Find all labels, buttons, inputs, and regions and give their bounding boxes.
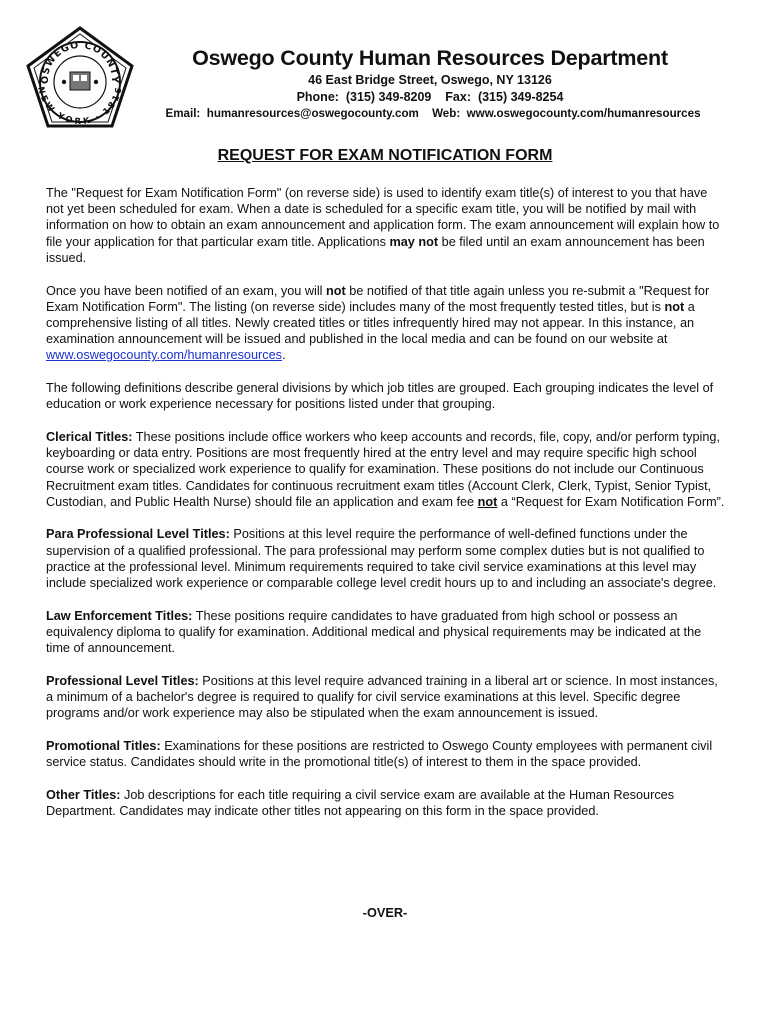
letterhead <box>130 44 730 106</box>
form-title: REQUEST FOR EXAM NOTIFICATION FORM <box>217 147 553 164</box>
intro-p1-text-b: be filed until an exam announcement has been issued. <box>46 234 705 265</box>
intro-p2-emphasis-1: not <box>326 283 346 298</box>
intro-p2-text-c: a comprehensive listing of all titles. Newly created titles or titles infrequently hired may not appear. In this instance, an examination announcement will be issued and published in the local media and can be found on our website at <box>46 299 695 347</box>
para-professional-label: Para Professional Level Titles: <box>46 527 230 542</box>
definition-law-enforcement <box>46 608 728 657</box>
definition-clerical <box>46 429 728 510</box>
law-enforcement-label: Law Enforcement Titles: <box>46 608 193 623</box>
intro-p1-emphasis: may not <box>389 234 439 249</box>
professional-text: Positions at this level require advanced training in a liberal art or science. In most instances, a minimum of a bachelor's degree is required to qualify for civil service examinations at this level. Specific degree programs and/or work experience may also be stipulated when the exam announcement is issued. <box>46 673 718 721</box>
clerical-emphasis: not <box>477 494 498 509</box>
phone-label: Phone: <box>296 90 339 104</box>
email-address: humanresources@oswegocounty.com <box>206 107 419 120</box>
seal-bottom-text: NEW YORK · 1816 <box>35 85 125 128</box>
web-address: www.oswegocounty.com/humanresources <box>466 107 701 120</box>
seal-top-text: OSWEGO COUNTY <box>39 39 121 84</box>
intro-p2-text-a: Once you have been notified of an exam, you will <box>46 283 326 298</box>
intro-p1-text-a: The "Request for Exam Notification Form" (on reverse side) is used to identify exam title(s) of interest to you that have not yet been scheduled for exam. When a date is scheduled for a specific exam title, you will be notified by mail with information on how to obtain an exam announcement and application form. The exam announcement will explain how to file your application for that particular exam title. Applications <box>46 186 720 249</box>
web-label: Web: <box>432 107 461 120</box>
phone-number: (315) 349-8209 <box>345 90 432 104</box>
intro-paragraph-1 <box>46 185 728 266</box>
over-indicator: -OVER- <box>362 906 408 920</box>
intro-p2-emphasis-2: not <box>664 299 685 314</box>
para-professional-text: Positions at this level require the performance of well-defined functions under the supervision of a qualified professional. The para professional may perform some complex duties but is not qualified to practice at the professional level. Minimum requirements required to take civil service examinations at this level may include specialized work experience or comparable college level credit hours up to and including an associate's degree. <box>46 527 717 591</box>
fax-label: Fax: <box>445 90 471 104</box>
intro-p2-text-d: . <box>282 348 286 363</box>
county-seal <box>26 26 134 128</box>
street-address: 46 East Bridge Street, Oswego, NY 13126 <box>308 73 552 87</box>
definition-para-professional <box>46 526 728 591</box>
form-instructions <box>46 185 728 836</box>
email-label: Email: <box>165 107 201 120</box>
clerical-label: Clerical Titles: <box>46 429 133 444</box>
seal-emblem-icon <box>26 26 134 128</box>
contact-line <box>128 106 738 122</box>
professional-label: Professional Level Titles: <box>46 673 199 688</box>
website-link[interactable]: www.oswegocounty.com/humanresources <box>46 348 282 363</box>
definition-professional <box>46 673 728 722</box>
other-label: Other Titles: <box>46 787 121 802</box>
intro-paragraph-2 <box>46 283 728 364</box>
definition-other <box>46 787 728 819</box>
promotional-label: Promotional Titles: <box>46 738 161 753</box>
phone-fax-line <box>130 89 730 106</box>
clerical-text-a: These positions include office workers who keep accounts and records, file, copy, and/or perform typing, keyboarding or data entry. Positions are most frequently hired at the entry level and may require specific high school course work or specialized work experience to qualify for examination. These positions do not include our Continuous Recruitment exam titles. Candidates for continuous recruitment exam titles (Account Clerk, Clerk, Typist, Senior Typist, Custodian, and Public Health Nurse) should file an application and exam fee <box>46 429 720 509</box>
organization-title: Oswego County Human Resources Department <box>192 46 668 70</box>
intro-p2-text-b: be notified of that title again unless you re-submit a "Request for Exam Notification Form". The listing (on reverse side) includes many of the most frequently tested titles, but is <box>46 283 710 314</box>
definition-promotional <box>46 738 728 770</box>
fax-number: (315) 349-8254 <box>477 90 564 104</box>
other-text: Job descriptions for each title requiring a civil service exam are available at the Human Resources Department. Candidates may indicate other titles not appearing on this form in the space provided. <box>46 787 675 819</box>
law-enforcement-text: These positions require candidates to have graduated from high school or possess an equivalency diploma to qualify for examination. Additional medical and physical requirements may be indicated at the time of announcement. <box>46 608 702 656</box>
clerical-text-b: a “Request for Exam Notification Form”. <box>497 494 725 509</box>
promotional-text: Examinations for these positions are restricted to Oswego County employees with permanent civil service status. Candidates should write in the promotional title(s) of interest to them in the space provided. <box>46 738 713 770</box>
intro-paragraph-3: The following definitions describe general divisions by which job titles are grouped. Each grouping indicates the level of education or work experience necessary for positions listed under that grouping. <box>46 381 714 412</box>
